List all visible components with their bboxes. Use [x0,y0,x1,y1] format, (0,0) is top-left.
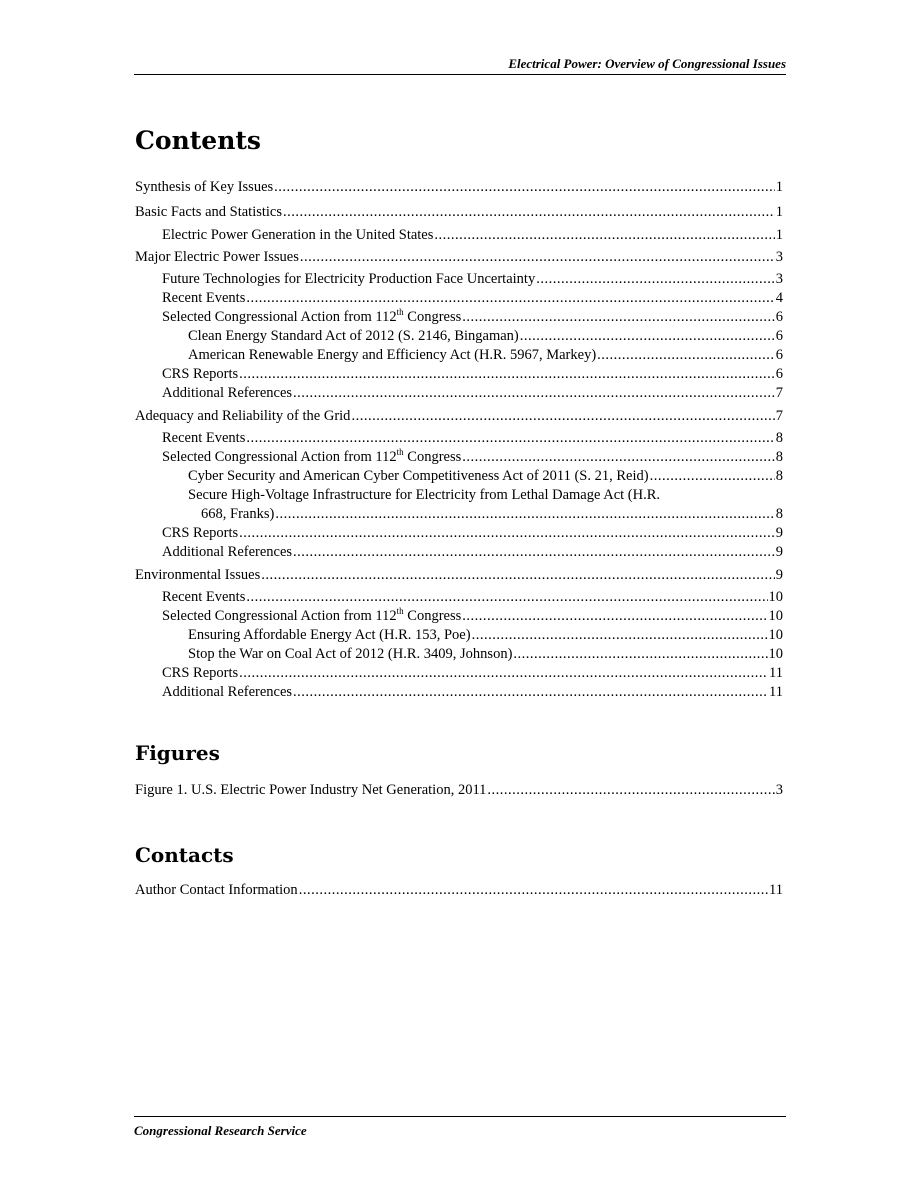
contents-heading: Contents [135,126,262,155]
toc-entry-war-on-coal-act[interactable]: Stop the War on Coal Act of 2012 (H.R. 3409, Johnson) ..... 10 [135,645,783,663]
toc-entry-secure-hv-act-line1[interactable]: Secure High-Voltage Infrastructure for Electricity from Lethal Damage Act (H.R. [188,487,661,503]
toc-entry-crs-reports[interactable]: CRS Reports ..... 9 [135,524,783,542]
page-number: 10 [768,608,783,624]
toc-entry-environmental-issues[interactable]: Environmental Issues ..... 9 [135,566,783,584]
page-number: 8 [775,449,783,465]
toc-entry-congressional-action[interactable]: Selected Congressional Action from 112th Congress ..... 8 [135,448,783,466]
page-number: 1 [775,227,783,243]
toc-entry-synthesis[interactable]: Synthesis of Key Issues ..... 1 [135,178,783,196]
page-number: 9 [775,567,783,583]
toc-entry-basic-facts[interactable]: Basic Facts and Statistics ..... 1 [135,203,783,221]
page-number: 6 [775,309,783,325]
page-number: 10 [768,589,783,605]
page-number: 8 [775,430,783,446]
toc-entry-cyber-security-act[interactable]: Cyber Security and American Cyber Competitiveness Act of 2011 (S. 21, Reid) ..... 8 [135,467,783,485]
running-header: Electrical Power: Overview of Congressional Issues [134,56,786,75]
toc-entry-recent-events[interactable]: Recent Events ..... 10 [135,588,783,606]
toc-entry-generation[interactable]: Electric Power Generation in the United States ..... 1 [135,226,783,244]
page-number: 3 [775,271,783,287]
running-footer: Congressional Research Service [134,1116,786,1139]
page-number: 1 [775,179,783,195]
toc-entry-additional-references[interactable]: Additional References ..... 11 [135,683,783,701]
page-number: 3 [775,782,783,798]
toc-entry-clean-energy-act[interactable]: Clean Energy Standard Act of 2012 (S. 2146, Bingaman) ..... 6 [135,327,783,345]
page-number: 6 [775,347,783,363]
toc-entry-future-tech[interactable]: Future Technologies for Electricity Production Face Uncertainty ..... 3 [135,270,783,288]
toc-entry-major-issues[interactable]: Major Electric Power Issues ..... 3 [135,248,783,266]
toc-entry-affordable-energy-act[interactable]: Ensuring Affordable Energy Act (H.R. 153, Poe) ..... 10 [135,626,783,644]
toc-entry-congressional-action[interactable]: Selected Congressional Action from 112th Congress ..... 6 [135,308,783,326]
page-number: 9 [775,544,783,560]
page-number: 6 [775,366,783,382]
page-number: 7 [775,385,783,401]
page-number: 7 [775,408,783,424]
toc-entry-renewable-act[interactable]: American Renewable Energy and Efficiency Act (H.R. 5967, Markey) ..... 6 [135,346,783,364]
page-number: 11 [769,665,783,681]
toc-entry-congressional-action[interactable]: Selected Congressional Action from 112th Congress ..... 10 [135,607,783,625]
contacts-heading: Contacts [135,843,234,867]
toc-entry-crs-reports[interactable]: CRS Reports ..... 11 [135,664,783,682]
page-number: 1 [775,204,783,220]
page-number: 11 [769,882,783,898]
page-number: 3 [775,249,783,265]
page-number: 10 [768,627,783,643]
figure-entry[interactable]: Figure 1. U.S. Electric Power Industry Net Generation, 2011 ..... 3 [135,781,783,799]
toc-entry-secure-hv-act-line2[interactable]: 668, Franks) ..... 8 [135,505,783,523]
page-number: 8 [775,506,783,522]
page-number: 11 [769,684,783,700]
toc-entry-crs-reports[interactable]: CRS Reports ..... 6 [135,365,783,383]
contact-entry[interactable]: Author Contact Information ..... 11 [135,881,783,899]
toc-entry-grid-reliability[interactable]: Adequacy and Reliability of the Grid ..... 7 [135,407,783,425]
toc-entry-additional-references[interactable]: Additional References ..... 9 [135,543,783,561]
page-number: 10 [768,646,783,662]
page-number: 9 [775,525,783,541]
page-number: 8 [775,468,783,484]
toc-entry-recent-events[interactable]: Recent Events ..... 8 [135,429,783,447]
page-number: 4 [775,290,783,306]
toc-entry-recent-events[interactable]: Recent Events ..... 4 [135,289,783,307]
figures-heading: Figures [135,741,220,765]
page-number: 6 [775,328,783,344]
toc-entry-additional-references[interactable]: Additional References ..... 7 [135,384,783,402]
